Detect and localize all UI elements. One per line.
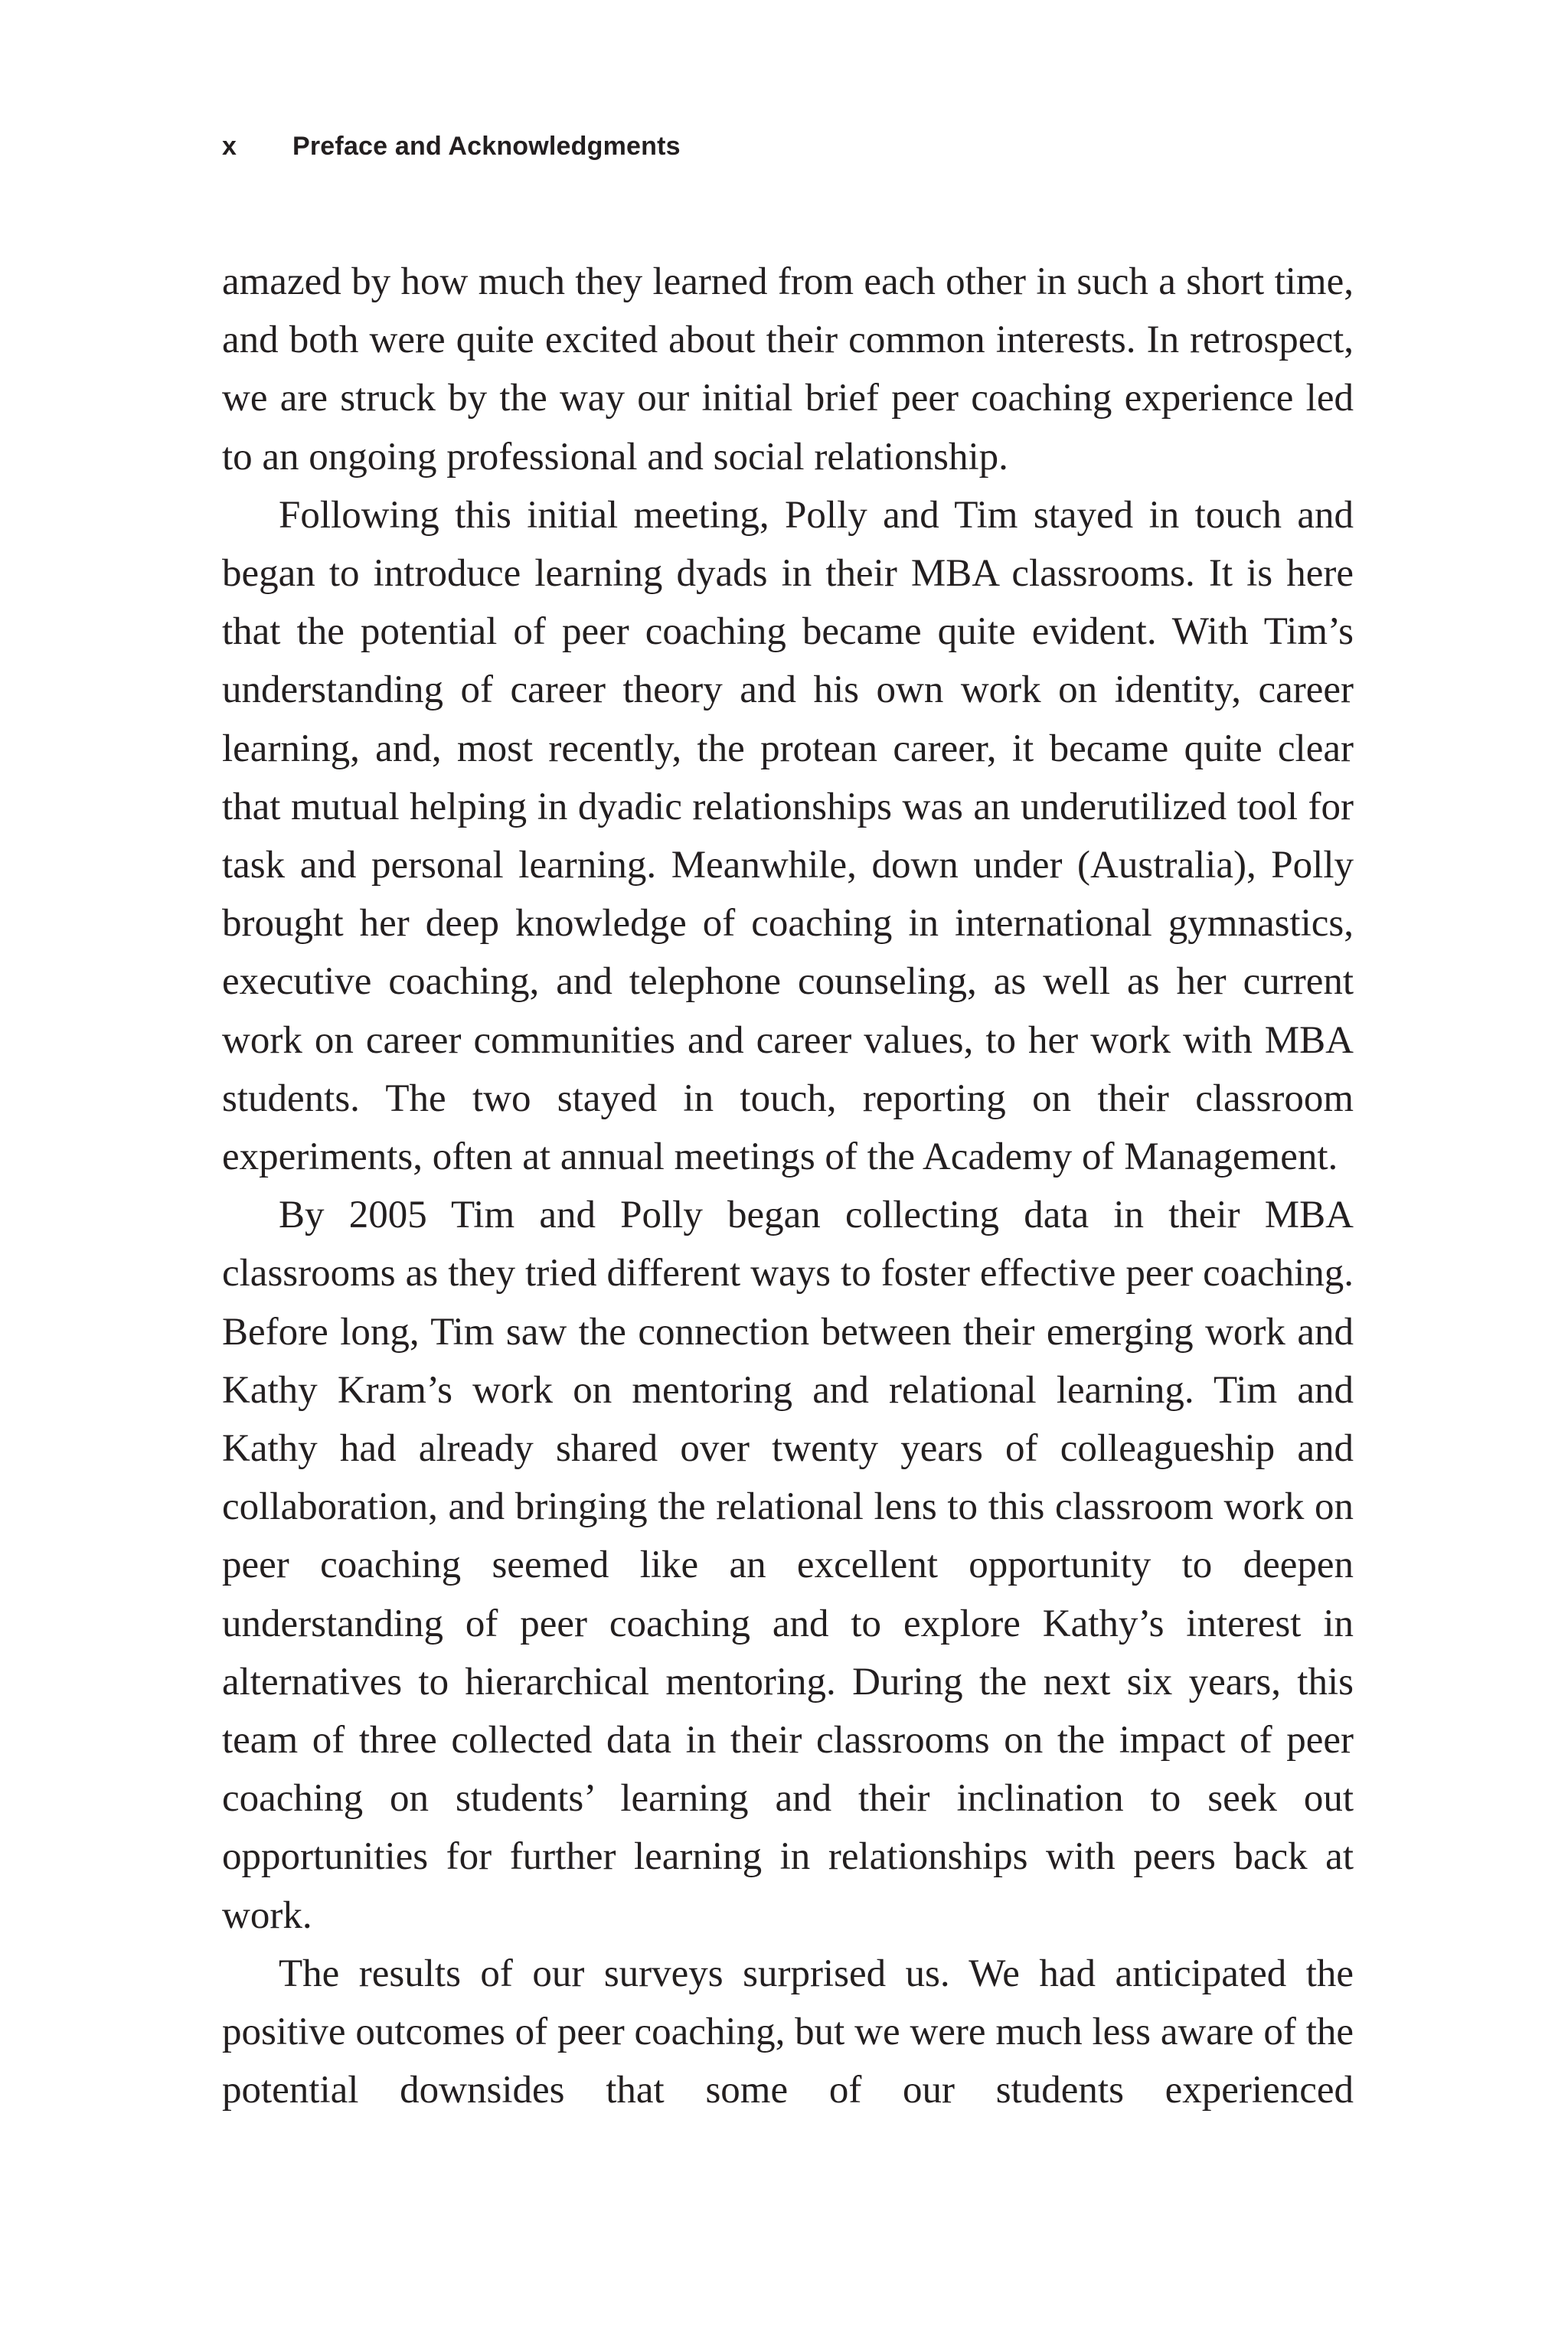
paragraph: By 2005 Tim and Polly began collecting data in their MBA classrooms as they tried different ways to foster effective peer coaching. Before long, Tim saw the connection between their emerging work and Kathy Kram’s work on mentoring and relational learning. Tim and Kathy had already shared over twenty years of colleagueship and collaboration, and bringing the relational lens to this classroom work on peer coaching seemed like an excellent opportunity to deepen understanding of peer coaching and to explore Kathy’s interest in alternatives to hierarchical mentoring. During the next six years, this team of three collected data in their classrooms on the impact of peer coaching on students’ learning and their inclination to seek out opportunities for further learning in relationships with peers back at work. (222, 1194, 1354, 1937)
running-header (222, 132, 681, 162)
page-number: x (222, 132, 237, 161)
paragraph: Following this initial meeting, Polly and Tim stayed in touch and began to introduce learning dyads in their MBA classrooms. It is here that the potential of peer coaching became quite evident. With Tim’s understanding of career theory and his own work on identity, career learning, and, most recently, the protean career, it became quite clear that mutual helping in dyadic relationships was an underutilized tool for task and personal learning. Meanwhile, down under (Australia), Polly brought her deep knowledge of coaching in international gymnastics, executive coaching, and telephone counseling, as well as her current work on career communities and career values, to her work with MBA students. The two stayed in touch, reporting on their classroom experiments, often at annual meetings of the Academy of Management. (222, 493, 1354, 1179)
paragraph-continued: amazed by how much they learned from each other in such a short time, and both were quite excited about their common interests. In retrospect, we are struck by the way our initial brief peer coaching experience led to an ongoing professional and social relationship. (222, 260, 1354, 479)
body-text (222, 253, 1354, 2120)
running-title: Preface and Acknowledgments (292, 132, 681, 161)
paragraph-continues: The results of our surveys surprised us. We had anticipated the positive outcomes of peer coaching, but we were much less aware of the potential downsides that some of our students experienced (222, 1952, 1354, 2112)
